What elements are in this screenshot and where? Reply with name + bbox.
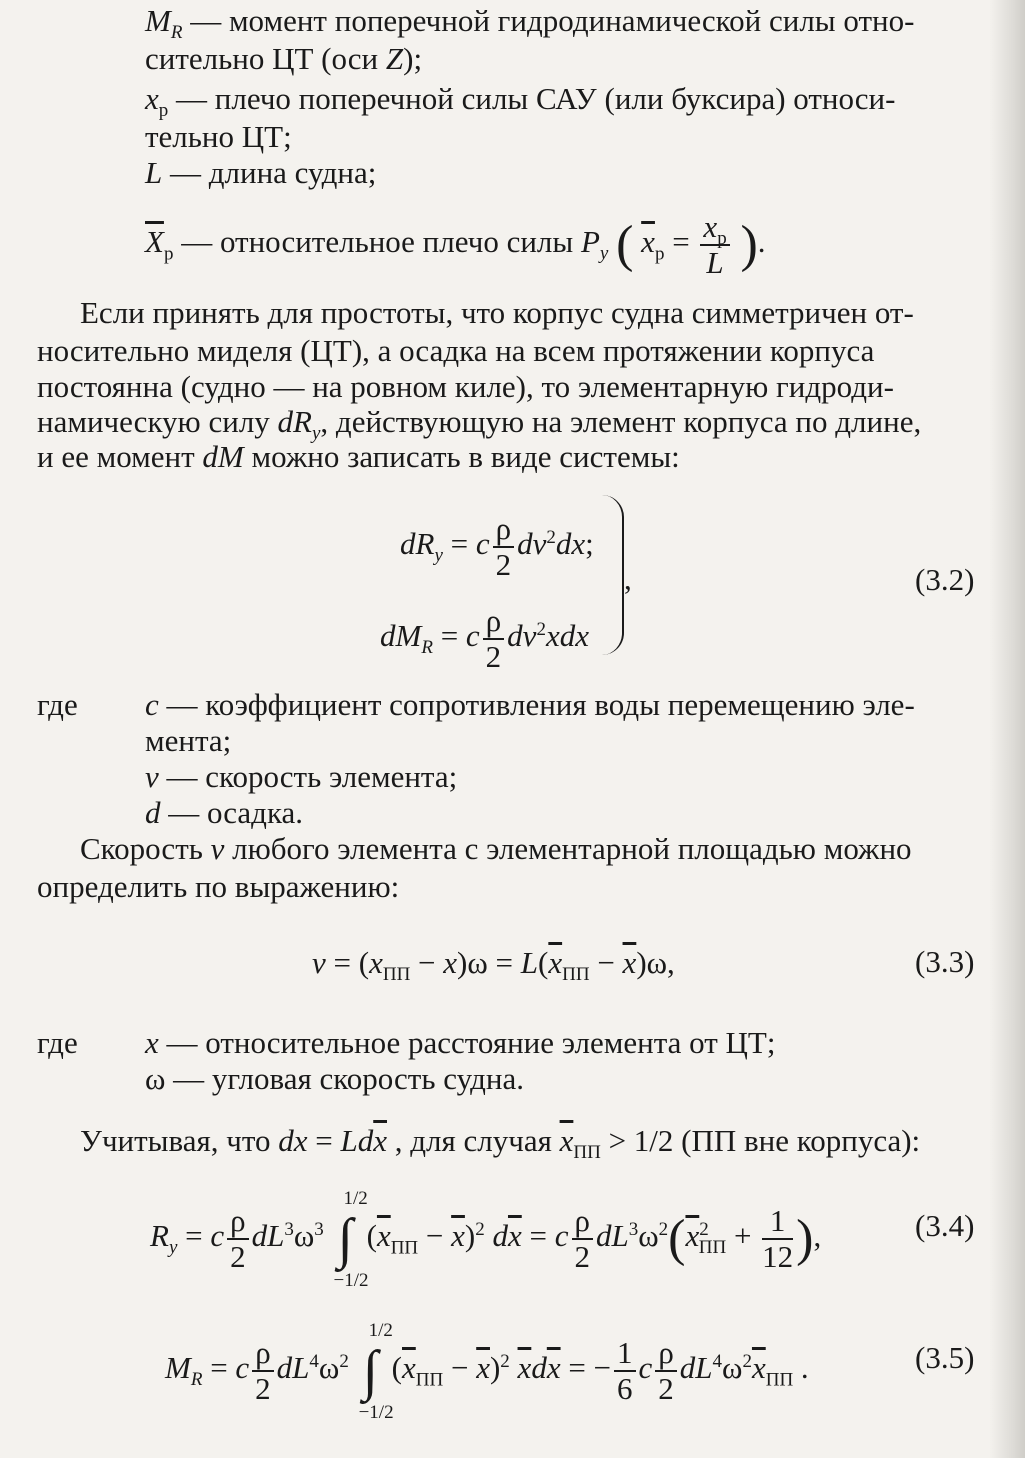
where1-v: v — скорость элемента;: [145, 759, 458, 794]
def-xp-line1: $x_р$ — плечо поперечной силы САУ (или буксира) относи-: [145, 81, 896, 122]
para2-line2: определить по выражению:: [37, 869, 400, 904]
where2-omega: ω — угловая скорость судна.: [145, 1061, 524, 1096]
para1-line2: носительно миделя (ЦТ), а осадка на всем протяжении корпуса: [37, 333, 875, 368]
eq-3-3-number: (3.3): [915, 944, 975, 979]
para1-line5: и ее момент dM можно записать в виде системы:: [37, 439, 680, 474]
eq-3-5: $M_R = c$ $\frac{\rho}{2}$ $dL^4\omega^2$ ∫ 1/2 −1/2 $(\overline{x}_{ПП} - \overline{x})^2$ $\overline{x}d\overline{x}$ = − $\frac{1}{6}$ c $\frac{\rho}{2}$ $dL^4\omega^2\overline{x}_{ПП}$ .: [165, 1320, 809, 1423]
where2-lead: где: [37, 1025, 78, 1060]
para2-line1: Скорость v любого элемента с элементарной площадью можно: [80, 831, 912, 866]
eq-3-2-number: (3.2): [915, 562, 975, 597]
eq-3-2-line1: $dR_y = c$ $\frac{\rho}{2}$ $dv^2dx$;: [400, 511, 594, 582]
eq-3-4: $R_y = c$ $\frac{\rho}{2}$ $dL^3\omega^3$ ∫ 1/2 −1/2 $(\overline{x}_{ПП} - \overline{x})^2$ $d\overline{x} = c$ $\frac{\rho}{2}$ $dL^3\omega^2(\overline{x}^2_{ПП}$ + $\frac{1}{12}$ ),: [150, 1188, 822, 1291]
eq-3-5-number: (3.5): [915, 1340, 975, 1375]
def-l: L — длина судна;: [145, 155, 377, 190]
eq-3-2-brace: [602, 495, 624, 655]
eq-3-2-comma: ,: [624, 561, 632, 596]
where1-lead: где: [37, 687, 78, 722]
where1-d: d — осадка.: [145, 795, 304, 830]
def-xp-line2: тельно ЦТ;: [145, 119, 292, 154]
para1-line3: постоянна (судно — на ровном киле), то элементарную гидроди-: [37, 369, 894, 404]
where1-c-line1: c — коэффициент сопротивления воды перемещению эле-: [145, 687, 915, 722]
para1-line4: намическую силу $dR_y$, действующую на элемент корпуса по длине,: [37, 404, 922, 445]
eq-3-4-number: (3.4): [915, 1208, 975, 1243]
para3: Учитывая, что dx = $Ld\overline{x}$ , для случая $\overline{x}_{ПП} > 1/2$ (ПП вне корпуса):: [80, 1123, 921, 1164]
where2-x: x — относительное расстояние элемента от ЦТ;: [145, 1025, 776, 1060]
eq-3-3: $v = (x_{ПП} - x)\omega = L(\overline{x}_{ПП} - \overline{x})\omega$,: [312, 945, 675, 986]
def-xbar: $\overline{X}_р$ — относительное плечо силы $P_y$ ( $\overline{x}_р$ = $\frac{x_р}{L}$ ).: [145, 209, 766, 280]
def-mr-line2: сительно ЦТ (оси Z);: [145, 41, 423, 76]
page-edge-shadow: [989, 0, 1025, 1458]
where1-c-line2: мента;: [145, 723, 232, 758]
para1-line1: Если принять для простоты, что корпус судна симметричен от-: [80, 295, 914, 330]
eq-3-2-line2: $dM_R = c$ $\frac{\rho}{2}$ $dv^2xdx$: [380, 603, 589, 674]
def-mr-line1: $M_R$ — момент поперечной гидродинамической силы отно-: [145, 3, 915, 44]
